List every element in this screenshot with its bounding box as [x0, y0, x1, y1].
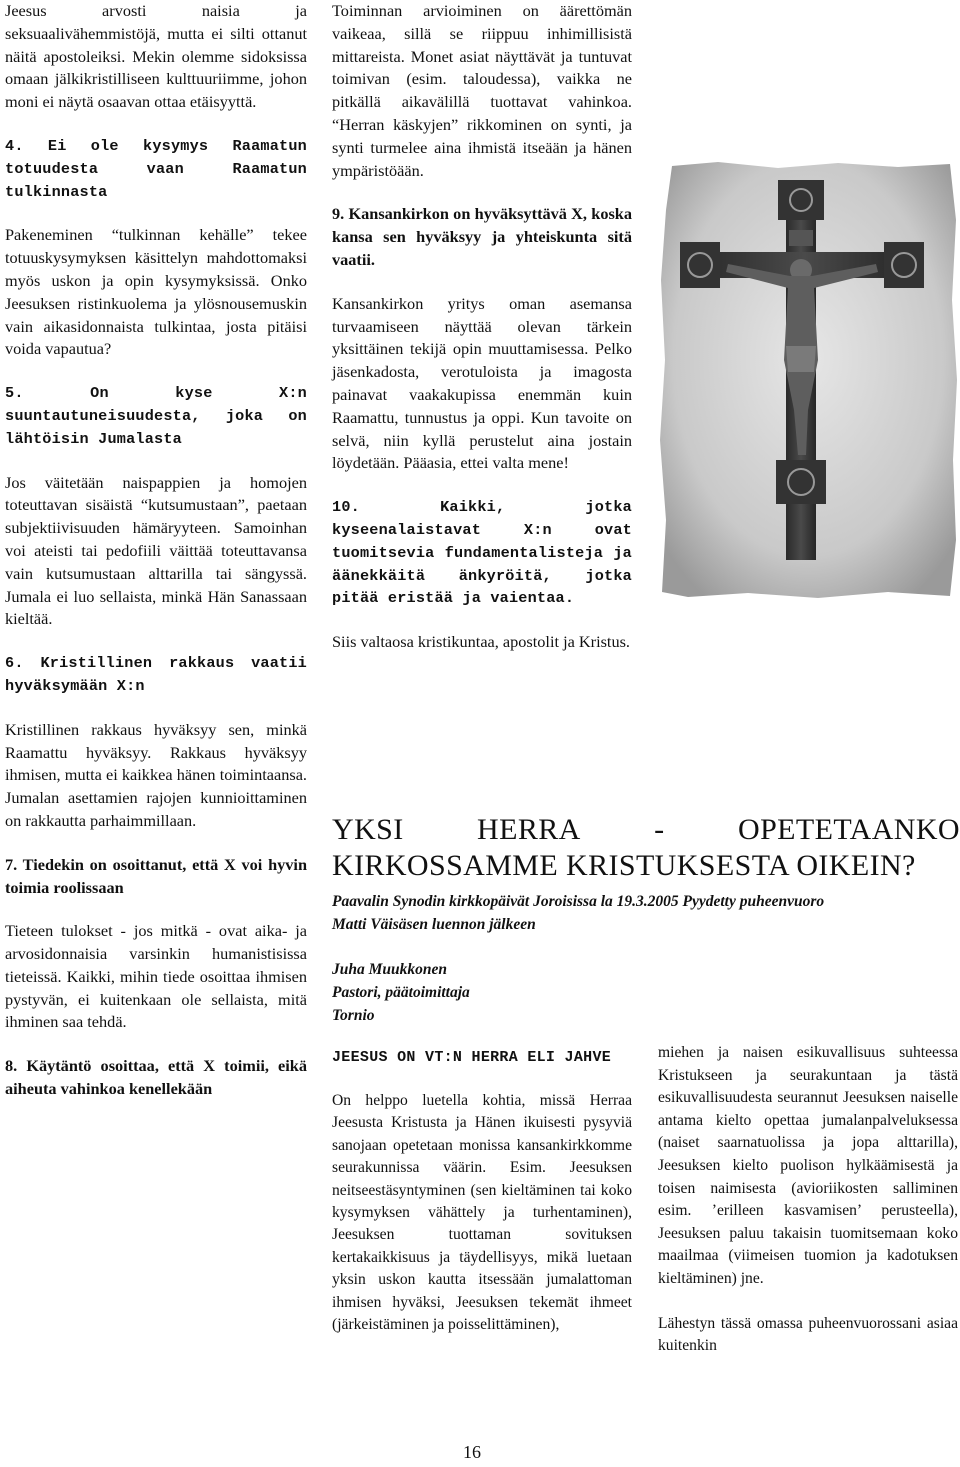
heading-5: 5. On kyse X:n suuntautuneisuudesta, joka on lähtöisin Jumalasta	[5, 384, 307, 448]
middle-column	[332, 0, 632, 654]
section-heading: JEESUS ON VT:N HERRA ELI JAHVE	[332, 1049, 612, 1066]
heading-9: 9. Kansankirkon on hyväksyttävä X, koska kansa sen hyväksyy ja yhteiskunta sitä vaatii.	[332, 204, 632, 269]
paragraph: Jeesus arvosti naisia ja seksuaalivähemmistöjä, mutta ei silti ottanut näitä apostoleiksi. Mekin olemme sidoksissa omaan jälkikristilliseen kulttuuriimme, johon moni ei näytä osaavan ottaa etäisyyttä.	[5, 1, 307, 112]
author-place: Tornio	[332, 1007, 375, 1024]
paragraph: Siis valtaosa kristikuntaa, apostolit ja Kristus.	[332, 632, 631, 652]
author-role: Pastori, päätoimittaja	[332, 984, 470, 1001]
heading-7: 7. Tiedekin on osoittanut, että X voi hyvin toimia roolissaan	[5, 854, 307, 897]
author-block	[332, 958, 632, 1027]
paragraph: Tieteen tulokset - jos mitkä - ovat aika- ja arvosidonnaisia varsinkin humanistisissa tieteissä. Kaikki, mihin tiede osoittaa ihmisen pystyvän, ei kuitenkaan ole sellaista, mitä ihminen saa tehdä.	[5, 921, 307, 1032]
article-column-2	[658, 1042, 958, 1358]
title-word: OPETETAANKO	[738, 813, 960, 846]
left-column	[5, 0, 307, 1101]
crucifix-image	[658, 160, 958, 600]
paragraph: Kansankirkon yritys oman asemansa turvaamiseen näyttää olevan tärkein yksittäinen tekijä opin muuttamisessa. Pelko jäsenkadosta, verotuloista ja imagosta painavat vaakakupissa enemmän kuin Raamattu, tunnustus ja oppi. Kun tavoite on selvä, niin kyllä perustelut aina jostain löydetään. Pääasia, ettei valta mene!	[332, 293, 632, 473]
paragraph: Toiminnan arvioiminen on äärettömän vaikeaa, sillä se riippuu inhimillisistä mittareista. Monet asiat näyttävät ja tuntuvat toimivan (esim. taloudessa), vaikka ne pitkällä aikavälillä tuottavat vahinkoa. “Herran käskyjen” rikkominen on synti, ja synti turmelee aina ihmistä itseään ja hänen ympäristöään.	[332, 1, 632, 180]
author-name: Juha Muukkonen	[332, 961, 448, 978]
title-word: YKSI	[332, 813, 404, 846]
subtitle-line-1: Paavalin Synodin kirkkopäivät Joroisissa la 19.3.2005 Pyydetty puheenvuoro	[332, 893, 825, 910]
heading-4: 4. Ei ole kysymys Raamatun totuudesta vaan Raamatun tulkinnasta	[5, 136, 307, 201]
heading-6: 6. Kristillinen rakkaus vaatii hyväksymään X:n	[5, 654, 307, 695]
paragraph: Kristillinen rakkaus hyväksyy sen, minkä Raamattu hyväksyy. Rakkaus hyväksyy ihmisen, mutta ei kaikkea hänen toimintaansa. Jumalan asettamien rajojen kunnioittaminen on rakkautta parhaimmillaan.	[5, 719, 307, 830]
article-title	[332, 812, 960, 884]
article-subtitle	[332, 890, 960, 936]
subtitle-line-2: Matti Väisäsen luennon jälkeen	[332, 916, 536, 933]
paragraph: miehen ja naisen esikuvallisuus suhteessa Kristukseen ja seurakuntaan ja tästä esikuvallisuudesta seurannut Jeesuksen naiselle antama kielto opettaa jumalanpalveluksessa (naiset saarnatuolissa ja jopa alttarilla), Jeesuksen kielto puolison hylkäämisestä ja toisen naimisesta (avioriikosten salliminen esim. ’erilleen kasvamisen’ perusteella), Jeesuksen paluu takaisin tuomitsemaan koko maailmaa (viimeisen tuomion ja kadotuksen kieltäminen) jne.	[658, 1044, 958, 1287]
crucifix-photo	[658, 160, 958, 600]
heading-8: 8. Käytäntö osoittaa, että X toimii, eikä aiheuta vahinkoa kenellekään	[5, 1056, 307, 1099]
title-word: -	[654, 813, 665, 846]
article-column-1	[332, 1046, 632, 1336]
title-word: HERRA	[477, 813, 581, 846]
heading-10: 10. Kaikki, jotka kyseenalaistavat X:n ovat tuomitsevia fundamentalisteja ja äänekkäitä änkyröitä, jotka pitää eristää ja vaientaa.	[332, 498, 632, 608]
paragraph: Jos väitetään naispappien ja homojen toteuttavan sisäistä “kutsumustaan”, paetaan subjektiivisuuden hämäryyteen. Samoinhan voi ateisti tai pedofiili väittää toteuttavansa vain kutsumustaan alttarilla tai sängyssä. Jumala ei luo sellaista, minkä Hän Sanassaan kieltää.	[5, 472, 307, 629]
paragraph: On helppo luetella kohtia, missä Herraa Jeesusta Kristusta ja Hänen ikuisesti pysyviä sanojaan opetetaan monissa kansankirkkomme seurakunnissa väärin. Esim. Jeesuksen neitseestäsyntyminen (sen kieltäminen tai koko kysymyksen vähättely ja turhentaminen), Jeesuksen tuottaman sovituksen kertakaikkisuus ja täydellisyys, mikä luetaan yksin uskon kautta itsessään jumalattoman ihmisen hyväksi, Jeesuksen tekemät ihmeet (järkeistäminen ja poisselittäminen),	[332, 1092, 632, 1334]
title-line-2: KIRKOSSAMME KRISTUKSESTA OIKEIN?	[332, 849, 916, 882]
paragraph: Lähestyn tässä omassa puheenvuorossani asiaa kuitenkin	[658, 1314, 958, 1355]
paragraph: Pakeneminen “tulkinnan kehälle” tekee totuuskysymyksen käsittelyn mahdottomaksi myös uskon ja opin kysymyksissä. Onko Jeesuksen ristinkuolema ja ylösnousemuskin vain aikasidonnaista tulkintaa, josta pitäisi voida vapautua?	[5, 225, 307, 359]
page-number: 16	[463, 1442, 481, 1462]
